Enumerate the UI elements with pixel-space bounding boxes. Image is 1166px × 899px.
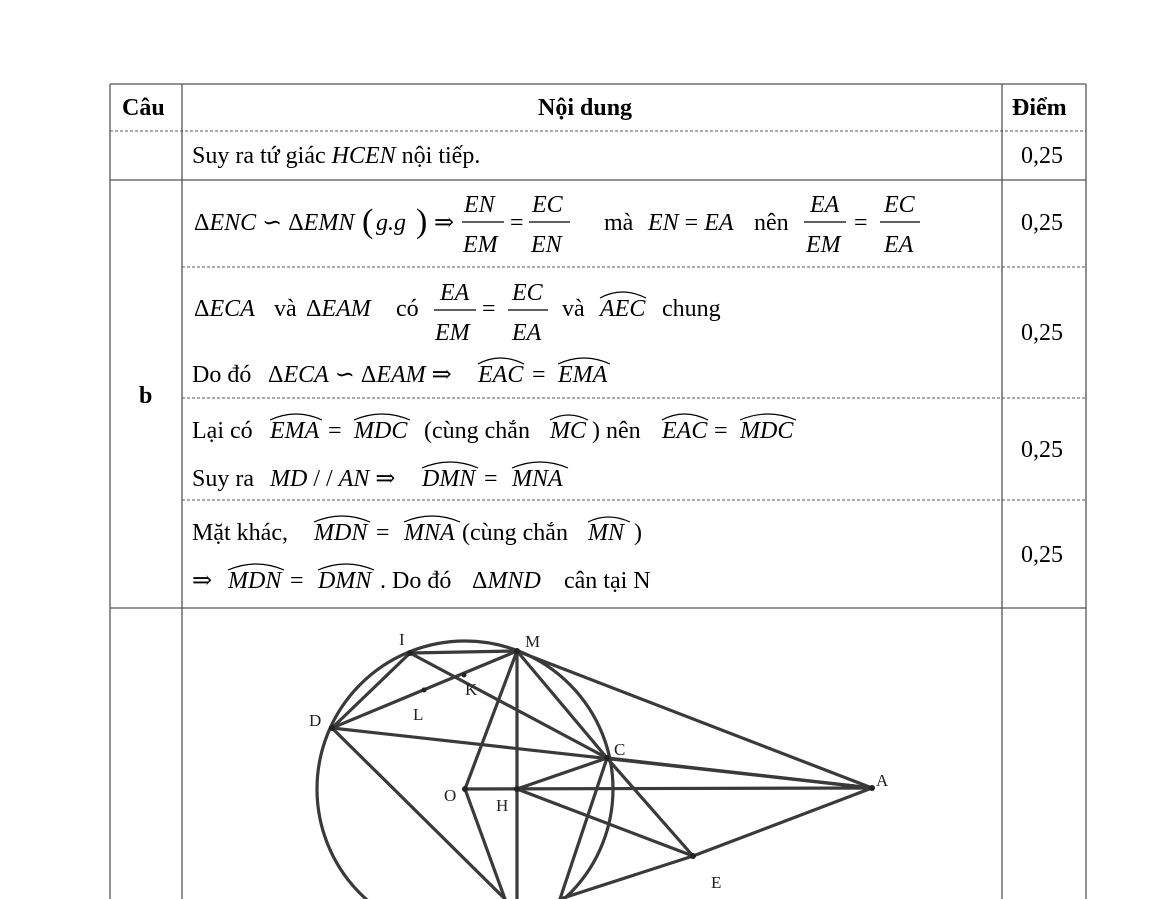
svg-text:=: = xyxy=(376,520,390,546)
svg-text:MC: MC xyxy=(550,418,586,444)
svg-text:EMA: EMA xyxy=(558,362,608,388)
svg-text:=: = xyxy=(532,362,546,388)
row2-word-ma: mà xyxy=(604,210,634,236)
svg-text:Mặt khác,: Mặt khác, xyxy=(192,520,288,546)
row3-score: 0,25 xyxy=(1021,320,1063,346)
point-label-i: I xyxy=(399,630,405,649)
svg-text:MDN: MDN xyxy=(314,520,368,546)
svg-text:cân tại N: cân tại N xyxy=(564,568,651,594)
svg-text:Suy ra: Suy ra xyxy=(192,466,254,492)
header-score: Điểm xyxy=(1012,95,1067,121)
svg-text:(cùng chắn: (cùng chắn xyxy=(462,520,568,546)
svg-text:EC: EC xyxy=(532,192,563,218)
svg-text:EA: EA xyxy=(440,280,470,306)
svg-text:=: = xyxy=(290,568,304,594)
svg-text:(cùng chắn: (cùng chắn xyxy=(424,418,530,444)
svg-text:và: và xyxy=(562,296,585,322)
svg-text:=: = xyxy=(328,418,342,444)
svg-text:ΔMND: ΔMND xyxy=(472,568,541,594)
svg-text:=: = xyxy=(482,296,496,322)
svg-text:DMN: DMN xyxy=(318,568,372,594)
row5-score: 0,25 xyxy=(1021,542,1063,568)
svg-text:⇒: ⇒ xyxy=(192,568,213,594)
point-label-k: K xyxy=(465,680,478,699)
svg-text:MD / / AN ⇒: MD / / AN ⇒ xyxy=(270,466,396,492)
svg-text:): ) xyxy=(634,520,642,546)
svg-text:) nên: ) nên xyxy=(592,418,641,444)
svg-text:EA: EA xyxy=(884,232,914,258)
svg-text:EAC: EAC xyxy=(662,418,708,444)
svg-text:EN: EN xyxy=(531,232,562,258)
row2-word-nen: nên xyxy=(754,210,789,236)
svg-text:MNA: MNA xyxy=(404,520,455,546)
point-label-h: H xyxy=(496,796,509,815)
svg-text:chung: chung xyxy=(662,296,721,322)
svg-text:ΔENC ∽ ΔEMN: ΔENC ∽ ΔEMN xyxy=(194,210,355,236)
svg-text:EC: EC xyxy=(512,280,543,306)
svg-text:⇒: ⇒ xyxy=(434,210,455,236)
svg-text:=: = xyxy=(510,210,524,236)
point-label-m: M xyxy=(525,632,541,651)
svg-text:=: = xyxy=(714,418,728,444)
row1-statement: Suy ra tứ giác HCEN nội tiếp. xyxy=(192,143,481,169)
point-label-e: E xyxy=(711,873,722,892)
svg-text:EN = EA: EN = EA xyxy=(648,210,734,236)
svg-text:ΔECA: ΔECA xyxy=(194,296,255,322)
point-label-c: C xyxy=(614,740,626,759)
point-label-l: L xyxy=(413,705,424,724)
svg-text:): ) xyxy=(416,203,428,240)
svg-text:EN: EN xyxy=(464,192,495,218)
svg-text:(: ( xyxy=(362,203,374,240)
svg-text:MNA: MNA xyxy=(512,466,563,492)
svg-text:ΔECA ∽ ΔEAM ⇒: ΔECA ∽ ΔEAM ⇒ xyxy=(268,362,452,388)
svg-text:ΔEAM: ΔEAM xyxy=(306,296,371,322)
svg-text:MN: MN xyxy=(588,520,624,546)
point-label-d: D xyxy=(309,711,322,730)
svg-text:=: = xyxy=(484,466,498,492)
row4-score: 0,25 xyxy=(1021,437,1063,463)
svg-text:EA: EA xyxy=(512,320,542,346)
row1-score: 0,25 xyxy=(1021,143,1063,169)
svg-text:Lại có: Lại có xyxy=(192,418,253,444)
svg-text:MDN: MDN xyxy=(228,568,282,594)
svg-text:có: có xyxy=(396,296,419,322)
svg-text:Do đó: Do đó xyxy=(192,362,252,388)
svg-text:EM: EM xyxy=(435,320,470,346)
point-label-a: A xyxy=(876,771,889,790)
svg-text:DMN: DMN xyxy=(422,466,476,492)
header-question: Câu xyxy=(122,95,165,121)
svg-text:MDC: MDC xyxy=(740,418,794,444)
svg-text:=: = xyxy=(854,210,868,236)
svg-text:AEC: AEC xyxy=(600,296,646,322)
svg-text:EA: EA xyxy=(810,192,840,218)
point-label-o: O xyxy=(444,786,457,805)
header-content: Nội dung xyxy=(538,95,633,121)
svg-text:MDC: MDC xyxy=(354,418,408,444)
svg-text:EAC: EAC xyxy=(478,362,524,388)
row2-score: 0,25 xyxy=(1021,210,1063,236)
svg-text:EC: EC xyxy=(884,192,915,218)
svg-text:g.g: g.g xyxy=(376,210,406,236)
svg-text:EMA: EMA xyxy=(270,418,320,444)
svg-text:. Do đó: . Do đó xyxy=(380,568,452,594)
svg-text:và: và xyxy=(274,296,297,322)
svg-text:EM: EM xyxy=(463,232,498,258)
svg-text:EM: EM xyxy=(806,232,841,258)
part-label: b xyxy=(139,383,153,409)
